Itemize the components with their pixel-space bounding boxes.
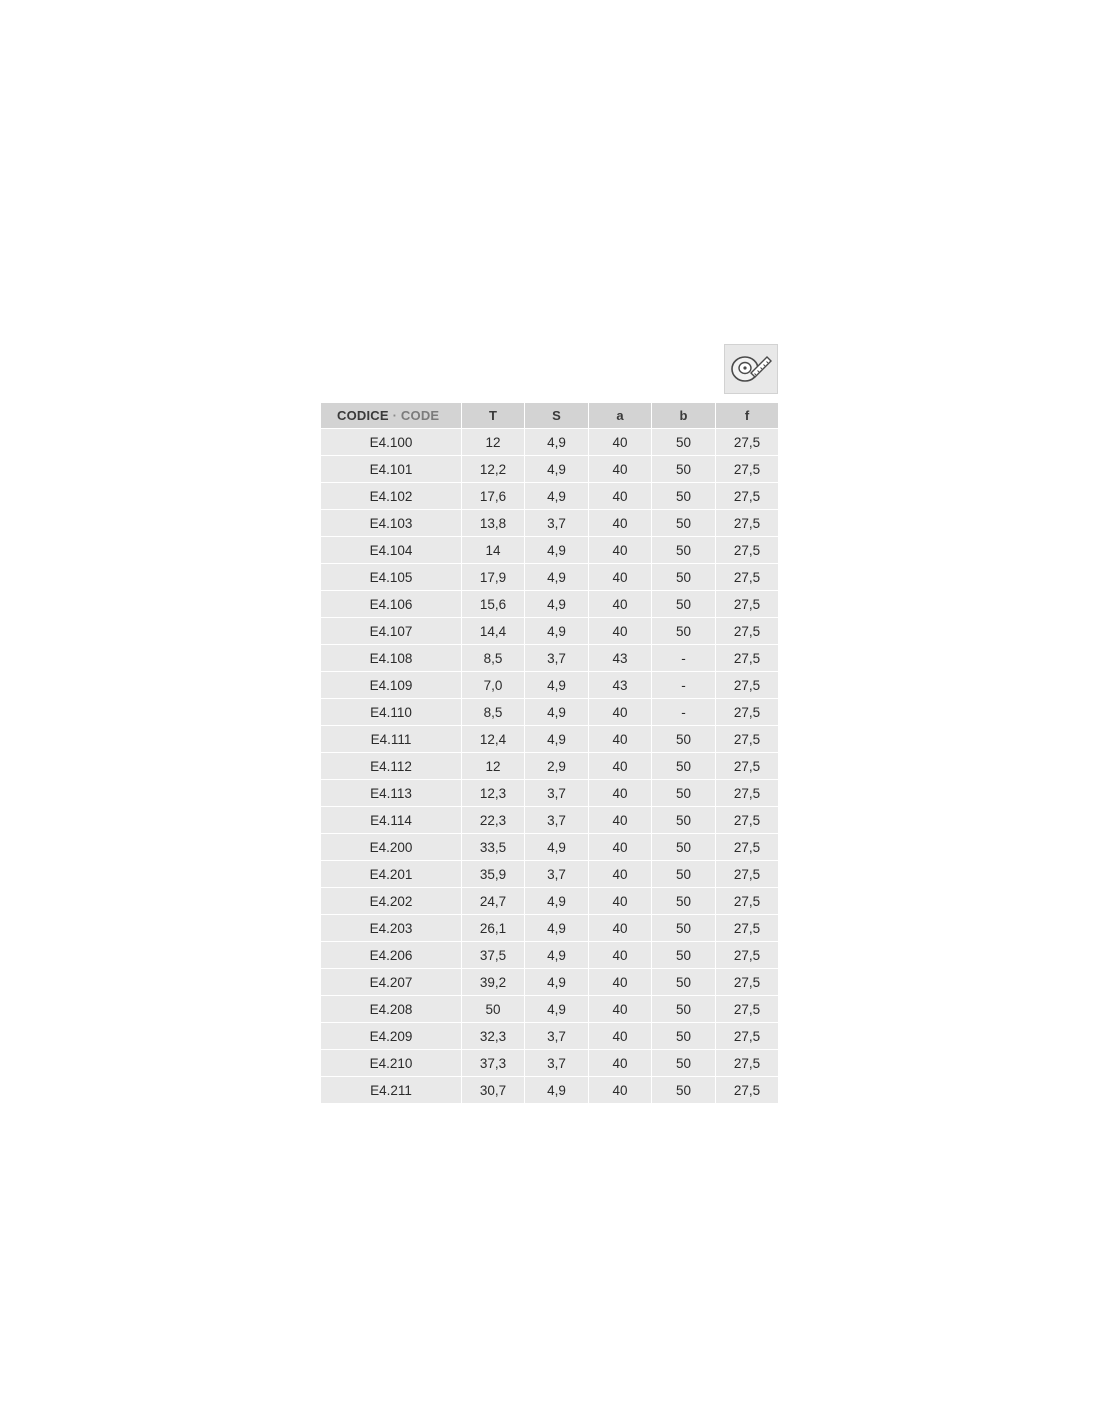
cell-t: 17,6 <box>462 483 525 510</box>
cell-s: 4,9 <box>525 618 589 645</box>
cell-b: 50 <box>652 888 716 915</box>
cell-code: E4.207 <box>321 969 462 996</box>
measuring-tape-icon <box>724 344 778 394</box>
cell-s: 4,9 <box>525 537 589 564</box>
cell-f: 27,5 <box>716 699 779 726</box>
cell-code: E4.114 <box>321 807 462 834</box>
cell-t: 12,4 <box>462 726 525 753</box>
cell-f: 27,5 <box>716 591 779 618</box>
cell-code: E4.109 <box>321 672 462 699</box>
cell-s: 4,9 <box>525 564 589 591</box>
cell-a: 40 <box>589 510 652 537</box>
cell-t: 13,8 <box>462 510 525 537</box>
cell-t: 12 <box>462 753 525 780</box>
cell-a: 40 <box>589 942 652 969</box>
cell-s: 4,9 <box>525 699 589 726</box>
cell-code: E4.113 <box>321 780 462 807</box>
cell-code: E4.104 <box>321 537 462 564</box>
cell-f: 27,5 <box>716 942 779 969</box>
table-row <box>321 780 779 807</box>
table-row <box>321 834 779 861</box>
table-row <box>321 618 779 645</box>
cell-code: E4.107 <box>321 618 462 645</box>
cell-b: 50 <box>652 483 716 510</box>
column-header-f: f <box>716 403 779 429</box>
table-row <box>321 483 779 510</box>
cell-f: 27,5 <box>716 510 779 537</box>
table-row <box>321 672 779 699</box>
cell-t: 12 <box>462 429 525 456</box>
cell-t: 39,2 <box>462 969 525 996</box>
cell-a: 40 <box>589 1077 652 1104</box>
cell-f: 27,5 <box>716 834 779 861</box>
cell-s: 3,7 <box>525 861 589 888</box>
cell-a: 40 <box>589 483 652 510</box>
cell-t: 8,5 <box>462 645 525 672</box>
cell-code: E4.211 <box>321 1077 462 1104</box>
cell-f: 27,5 <box>716 537 779 564</box>
cell-code: E4.210 <box>321 1050 462 1077</box>
cell-t: 33,5 <box>462 834 525 861</box>
cell-f: 27,5 <box>716 456 779 483</box>
table-row <box>321 942 779 969</box>
column-header-code-it: CODICE <box>337 408 389 423</box>
table-row <box>321 537 779 564</box>
table-row <box>321 1050 779 1077</box>
cell-t: 14,4 <box>462 618 525 645</box>
cell-code: E4.206 <box>321 942 462 969</box>
table-row <box>321 645 779 672</box>
cell-b: 50 <box>652 969 716 996</box>
cell-a: 43 <box>589 645 652 672</box>
cell-code: E4.103 <box>321 510 462 537</box>
cell-f: 27,5 <box>716 1077 779 1104</box>
cell-a: 40 <box>589 753 652 780</box>
cell-b: 50 <box>652 780 716 807</box>
cell-a: 40 <box>589 834 652 861</box>
cell-t: 7,0 <box>462 672 525 699</box>
cell-f: 27,5 <box>716 915 779 942</box>
table-row <box>321 699 779 726</box>
table-row <box>321 429 779 456</box>
cell-s: 3,7 <box>525 1023 589 1050</box>
cell-b: 50 <box>652 996 716 1023</box>
cell-s: 4,9 <box>525 996 589 1023</box>
table-row <box>321 915 779 942</box>
column-header-code-en: CODE <box>400 408 440 423</box>
cell-s: 4,9 <box>525 1077 589 1104</box>
cell-b: 50 <box>652 1077 716 1104</box>
cell-f: 27,5 <box>716 618 779 645</box>
cell-t: 12,2 <box>462 456 525 483</box>
table-header-row <box>321 403 779 429</box>
cell-b: 50 <box>652 1023 716 1050</box>
cell-f: 27,5 <box>716 888 779 915</box>
cell-s: 4,9 <box>525 888 589 915</box>
cell-b: - <box>652 672 716 699</box>
table-row <box>321 456 779 483</box>
cell-t: 15,6 <box>462 591 525 618</box>
cell-b: 50 <box>652 942 716 969</box>
cell-b: 50 <box>652 753 716 780</box>
cell-a: 43 <box>589 672 652 699</box>
cell-b: 50 <box>652 1050 716 1077</box>
cell-s: 4,9 <box>525 456 589 483</box>
cell-b: 50 <box>652 618 716 645</box>
cell-s: 3,7 <box>525 1050 589 1077</box>
table-row <box>321 1023 779 1050</box>
cell-a: 40 <box>589 726 652 753</box>
column-header-t: T <box>462 403 525 429</box>
cell-code: E4.201 <box>321 861 462 888</box>
cell-a: 40 <box>589 969 652 996</box>
table-row <box>321 969 779 996</box>
cell-code: E4.106 <box>321 591 462 618</box>
cell-b: 50 <box>652 564 716 591</box>
cell-code: E4.101 <box>321 456 462 483</box>
cell-f: 27,5 <box>716 1023 779 1050</box>
cell-a: 40 <box>589 699 652 726</box>
cell-b: 50 <box>652 726 716 753</box>
cell-s: 4,9 <box>525 591 589 618</box>
cell-t: 26,1 <box>462 915 525 942</box>
cell-b: 50 <box>652 591 716 618</box>
cell-s: 4,9 <box>525 483 589 510</box>
cell-s: 3,7 <box>525 510 589 537</box>
cell-f: 27,5 <box>716 969 779 996</box>
cell-f: 27,5 <box>716 1050 779 1077</box>
cell-a: 40 <box>589 1023 652 1050</box>
cell-b: 50 <box>652 429 716 456</box>
table-row <box>321 807 779 834</box>
cell-code: E4.200 <box>321 834 462 861</box>
cell-a: 40 <box>589 618 652 645</box>
cell-code: E4.112 <box>321 753 462 780</box>
table-row <box>321 726 779 753</box>
cell-t: 12,3 <box>462 780 525 807</box>
cell-b: 50 <box>652 861 716 888</box>
cell-b: 50 <box>652 807 716 834</box>
cell-code: E4.208 <box>321 996 462 1023</box>
cell-f: 27,5 <box>716 429 779 456</box>
cell-b: - <box>652 699 716 726</box>
cell-t: 50 <box>462 996 525 1023</box>
cell-t: 17,9 <box>462 564 525 591</box>
cell-f: 27,5 <box>716 996 779 1023</box>
cell-t: 14 <box>462 537 525 564</box>
table-row <box>321 564 779 591</box>
cell-s: 3,7 <box>525 780 589 807</box>
table-row <box>321 861 779 888</box>
cell-code: E4.110 <box>321 699 462 726</box>
column-header-s: S <box>525 403 589 429</box>
cell-s: 4,9 <box>525 942 589 969</box>
cell-s: 2,9 <box>525 753 589 780</box>
cell-s: 4,9 <box>525 915 589 942</box>
cell-code: E4.100 <box>321 429 462 456</box>
cell-f: 27,5 <box>716 861 779 888</box>
cell-code: E4.111 <box>321 726 462 753</box>
cell-t: 35,9 <box>462 861 525 888</box>
cell-t: 32,3 <box>462 1023 525 1050</box>
column-header-code <box>321 403 462 429</box>
cell-a: 40 <box>589 807 652 834</box>
cell-f: 27,5 <box>716 483 779 510</box>
cell-s: 3,7 <box>525 645 589 672</box>
cell-b: 50 <box>652 915 716 942</box>
cell-s: 4,9 <box>525 969 589 996</box>
cell-b: 50 <box>652 537 716 564</box>
cell-code: E4.108 <box>321 645 462 672</box>
cell-code: E4.105 <box>321 564 462 591</box>
table-row <box>321 510 779 537</box>
cell-a: 40 <box>589 429 652 456</box>
cell-a: 40 <box>589 780 652 807</box>
cell-a: 40 <box>589 456 652 483</box>
cell-f: 27,5 <box>716 645 779 672</box>
cell-code: E4.209 <box>321 1023 462 1050</box>
cell-s: 4,9 <box>525 726 589 753</box>
cell-code: E4.202 <box>321 888 462 915</box>
cell-f: 27,5 <box>716 564 779 591</box>
cell-b: 50 <box>652 834 716 861</box>
cell-f: 27,5 <box>716 780 779 807</box>
cell-t: 8,5 <box>462 699 525 726</box>
cell-a: 40 <box>589 861 652 888</box>
cell-f: 27,5 <box>716 726 779 753</box>
cell-b: - <box>652 645 716 672</box>
table-row <box>321 996 779 1023</box>
cell-a: 40 <box>589 915 652 942</box>
cell-a: 40 <box>589 537 652 564</box>
cell-a: 40 <box>589 888 652 915</box>
cell-a: 40 <box>589 1050 652 1077</box>
cell-t: 22,3 <box>462 807 525 834</box>
cell-code: E4.102 <box>321 483 462 510</box>
table-row <box>321 591 779 618</box>
table-row <box>321 888 779 915</box>
cell-t: 24,7 <box>462 888 525 915</box>
cell-f: 27,5 <box>716 753 779 780</box>
cell-a: 40 <box>589 564 652 591</box>
table-row <box>321 753 779 780</box>
cell-f: 27,5 <box>716 672 779 699</box>
column-header-b: b <box>652 403 716 429</box>
cell-s: 3,7 <box>525 807 589 834</box>
table-row <box>321 1077 779 1104</box>
specifications-table <box>320 402 779 1104</box>
cell-t: 37,3 <box>462 1050 525 1077</box>
cell-s: 4,9 <box>525 834 589 861</box>
cell-a: 40 <box>589 996 652 1023</box>
column-header-separator: · <box>392 408 398 423</box>
cell-t: 30,7 <box>462 1077 525 1104</box>
cell-a: 40 <box>589 591 652 618</box>
cell-code: E4.203 <box>321 915 462 942</box>
cell-t: 37,5 <box>462 942 525 969</box>
cell-f: 27,5 <box>716 807 779 834</box>
cell-b: 50 <box>652 456 716 483</box>
cell-s: 4,9 <box>525 672 589 699</box>
table-body <box>321 429 779 1104</box>
cell-s: 4,9 <box>525 429 589 456</box>
cell-b: 50 <box>652 510 716 537</box>
column-header-a: a <box>589 403 652 429</box>
